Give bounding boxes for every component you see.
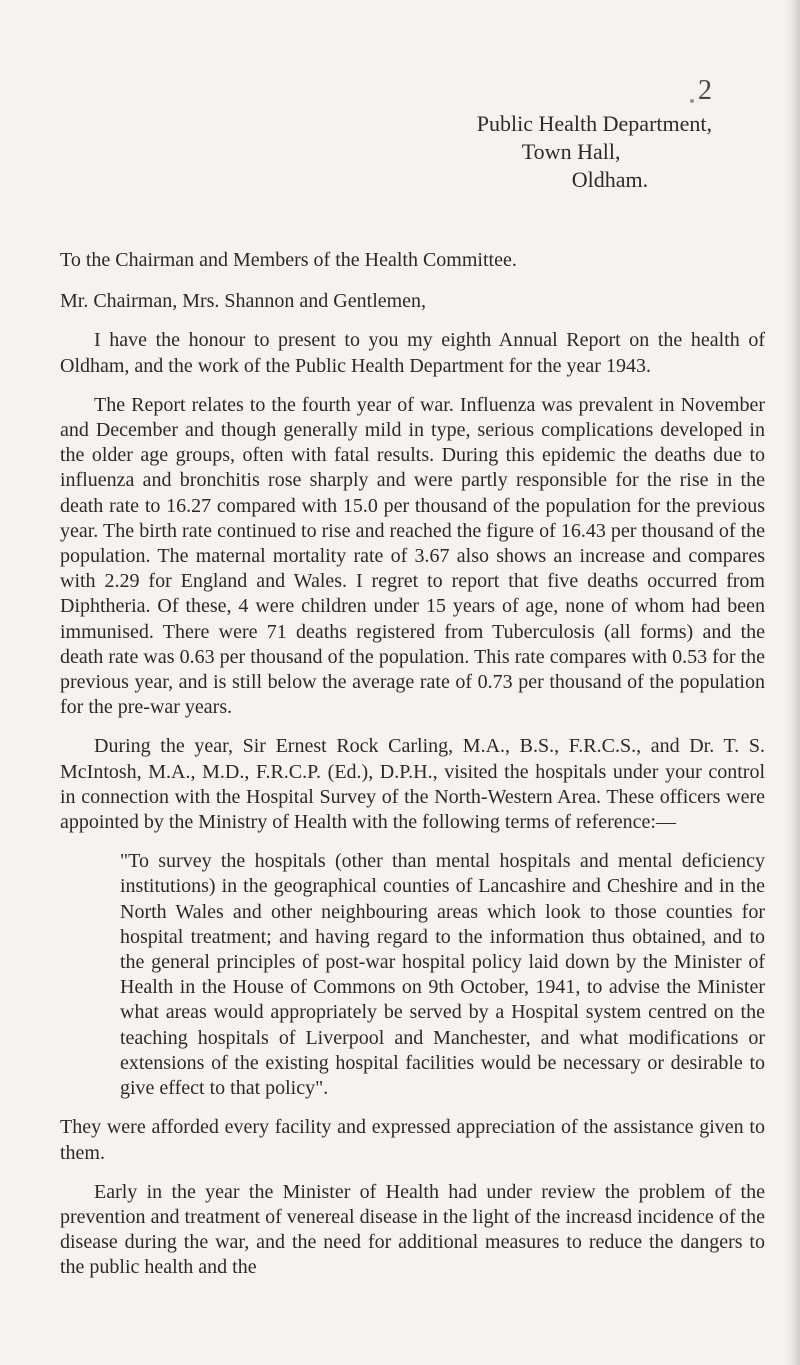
body-paragraph-2: The Report relates to the fourth year of war. Influenza was prevalent in November and December and though generally mild in type, serious complications developed in the older age groups, often with fatal results. During this epidemic the deaths due to influenza and bronchitis rose sharply and were partly responsible for the rise in the death rate to 16.27 compared with 15.0 per thousand of the population for the previous year. The birth rate continued to rise and reached the figure of 16.43 per thousand of the population. The maternal mortality rate of 3.67 also shows an increase and compares with 2.29 for England and Wales. I regret to report that five deaths occurred from Diphtheria. Of these, 4 were children under 15 years of age, none of whom had been immunised. There were 71 deaths registered from Tuberculosis (all forms) and the death rate was 0.63 per thousand of the population. This rate compares with 0.53 for the previous year, and is still below the average rate of 0.73 per thousand of the population for the pre-war years. <box>60 393 765 719</box>
body-paragraph-3: During the year, Sir Ernest Rock Carling, M.A., B.S., F.R.C.S., and Dr. T. S. McIntosh, M.A., M.D., F.R.C.P. (Ed.), D.P.H., visited the hospitals under your control in connection with the Hospital Survey of the North-Western Area. These officers were appointed by the Ministry of Health with the following terms of reference:— <box>60 735 765 834</box>
terms-of-reference-quote: "To survey the hospitals (other than mental hospitals and mental deficiency institutions) in the geographical counties of Lancashire and Cheshire and in the North Wales and other neighbouring areas which look to those counties for hospital treatment; and having regard to the information thus obtained, and to the general principles of post-war hospital policy laid down by the Minister of Health in the House of Commons on 9th October, 1941, to advise the Minister what areas would appropriately be served by a Hospital system centred on the teaching hospitals of Liverpool and Manchester, and what modifications or extensions of the existing hospital facilities would be necessary or desirable to give effect to that policy". <box>120 850 765 1100</box>
address-block <box>477 110 712 194</box>
address-line-oldham: Oldham. <box>571 167 649 192</box>
greeting-line: Mr. Chairman, Mrs. Shannon and Gentlemen, <box>60 290 427 313</box>
page-edge-shadow <box>784 0 800 1365</box>
ink-dot-mark <box>690 99 694 103</box>
body-paragraph-5: Early in the year the Minister of Health had under review the problem of the prevention and treatment of venereal disease in the light of the increasd incidence of the disease during the war, and the need for additional measures to reduce the dangers to the public health and the <box>60 1180 765 1279</box>
address-line-town-hall: Town Hall, <box>521 139 621 164</box>
letter-content <box>60 248 765 1281</box>
body-paragraph-4: They were afforded every facility and expressed appreciation of the assistance given to them. <box>60 1116 765 1164</box>
address-line-department: Public Health Department, <box>476 111 712 136</box>
page-number: 2 <box>698 75 712 106</box>
body-paragraph-1: I have the honour to present to you my eighth Annual Report on the health of Oldham, and the work of the Public Health Department for the year 1943. <box>60 329 765 377</box>
recipient-line: To the Chairman and Members of the Health Committee. <box>60 249 517 271</box>
